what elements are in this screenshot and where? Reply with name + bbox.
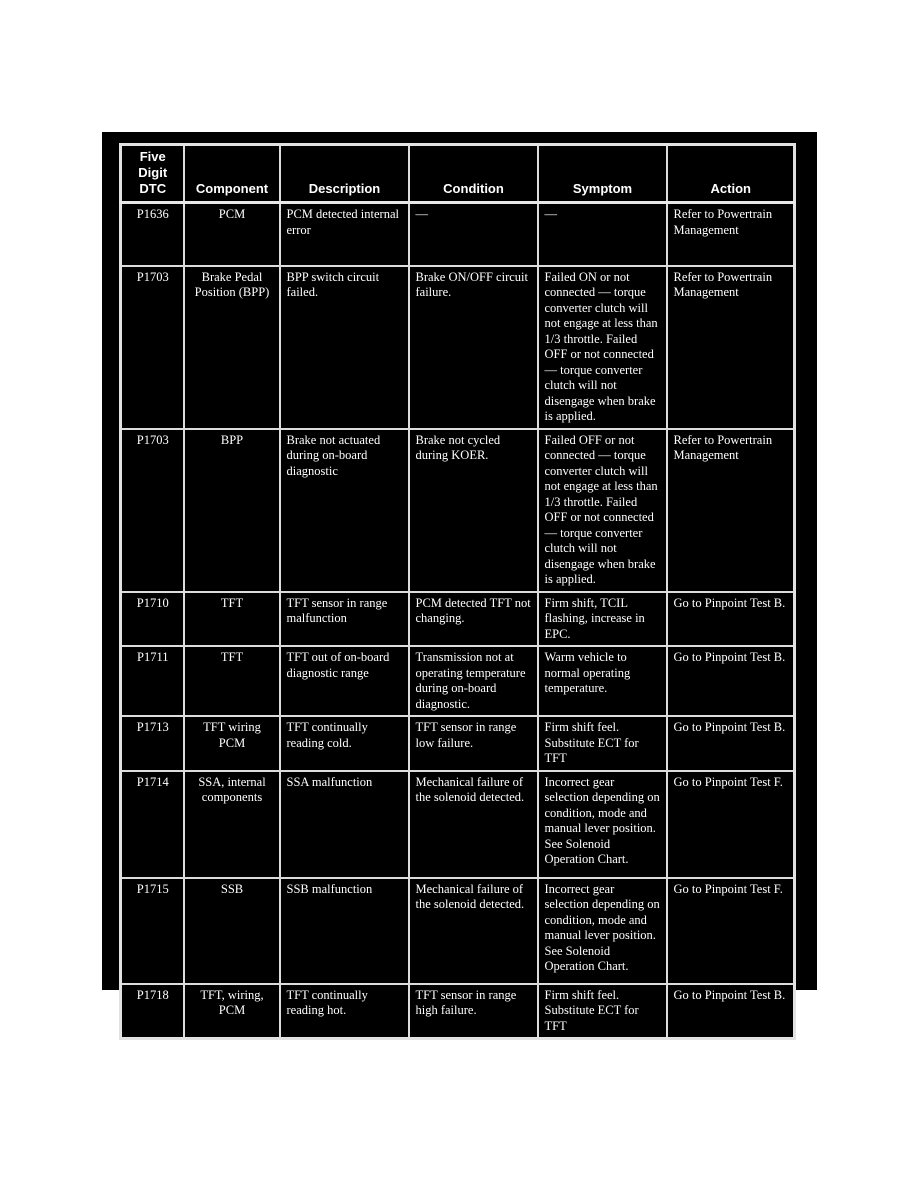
table-header-row [121,145,795,203]
component-cell: Brake Pedal Position (BPP) [184,266,280,429]
action-cell: Refer to Powertrain Management [667,429,795,592]
symptom-cell: Failed ON or not connected — torque converter clutch will not engage at less than 1/3 throttle. Failed OFF or not connected — torque converter clutch will not disengage when brake is applied. [538,266,667,429]
symptom-cell: Firm shift feel. Substitute ECT for TFT [538,984,667,1039]
component-cell: SSA, internal components [184,771,280,878]
column-header-component: Component [184,145,280,203]
action-cell: Go to Pinpoint Test B. [667,984,795,1039]
symptom-cell: Firm shift, TCIL flashing, increase in EPC. [538,592,667,647]
condition-cell: Mechanical failure of the solenoid detected. [409,771,538,878]
action-cell: Refer to Powertrain Management [667,266,795,429]
condition-cell: TFT sensor in range high failure. [409,984,538,1039]
description-cell: TFT continually reading cold. [280,716,409,771]
table-row [121,203,795,266]
column-header-condition: Condition [409,145,538,203]
table-row [121,771,795,878]
description-cell: Brake not actuated during on-board diagnostic [280,429,409,592]
column-header-description: Description [280,145,409,203]
description-cell: BPP switch circuit failed. [280,266,409,429]
action-cell: Go to Pinpoint Test F. [667,878,795,984]
action-cell: Refer to Powertrain Management [667,203,795,266]
description-cell: TFT sensor in range malfunction [280,592,409,647]
table-row [121,266,795,429]
dtc-cell: P1711 [121,646,184,716]
symptom-cell: — [538,203,667,266]
component-cell: TFT [184,592,280,647]
symptom-cell: Firm shift feel. Substitute ECT for TFT [538,716,667,771]
component-cell: TFT [184,646,280,716]
action-cell: Go to Pinpoint Test B. [667,716,795,771]
table-row [121,984,795,1039]
table-row [121,592,795,647]
table-row [121,646,795,716]
dtc-cell: P1718 [121,984,184,1039]
dtc-cell: P1715 [121,878,184,984]
scanned-page-block [102,132,817,1033]
condition-cell: Mechanical failure of the solenoid detected. [409,878,538,984]
component-cell: TFT wiring PCM [184,716,280,771]
dtc-cell: P1714 [121,771,184,878]
condition-cell: TFT sensor in range low failure. [409,716,538,771]
symptom-cell: Warm vehicle to normal operating temperature. [538,646,667,716]
description-cell: SSB malfunction [280,878,409,984]
condition-cell: — [409,203,538,266]
dtc-cell: P1710 [121,592,184,647]
action-cell: Go to Pinpoint Test B. [667,592,795,647]
description-cell: PCM detected internal error [280,203,409,266]
condition-cell: Transmission not at operating temperature during on-board diagnostic. [409,646,538,716]
column-header-dtc: Five Digit DTC [121,145,184,203]
column-header-symptom: Symptom [538,145,667,203]
table-row [121,878,795,984]
dtc-cell: P1636 [121,203,184,266]
symptom-cell: Incorrect gear selection depending on condition, mode and manual lever position. See Solenoid Operation Chart. [538,878,667,984]
dtc-table [119,143,796,1040]
symptom-cell: Failed OFF or not connected — torque converter clutch will not engage at less than 1/3 throttle. Failed OFF or not connected — torque converter clutch will not disengage when brake is applied. [538,429,667,592]
component-cell: SSB [184,878,280,984]
condition-cell: PCM detected TFT not changing. [409,592,538,647]
table-row [121,429,795,592]
description-cell: SSA malfunction [280,771,409,878]
action-cell: Go to Pinpoint Test B. [667,646,795,716]
column-header-action: Action [667,145,795,203]
condition-cell: Brake ON/OFF circuit failure. [409,266,538,429]
action-cell: Go to Pinpoint Test F. [667,771,795,878]
description-cell: TFT out of on-board diagnostic range [280,646,409,716]
condition-cell: Brake not cycled during KOER. [409,429,538,592]
dtc-cell: P1703 [121,266,184,429]
component-cell: PCM [184,203,280,266]
component-cell: TFT, wiring, PCM [184,984,280,1039]
description-cell: TFT continually reading hot. [280,984,409,1039]
dtc-cell: P1703 [121,429,184,592]
symptom-cell: Incorrect gear selection depending on condition, mode and manual lever position. See Solenoid Operation Chart. [538,771,667,878]
component-cell: BPP [184,429,280,592]
dtc-cell: P1713 [121,716,184,771]
table-row [121,716,795,771]
